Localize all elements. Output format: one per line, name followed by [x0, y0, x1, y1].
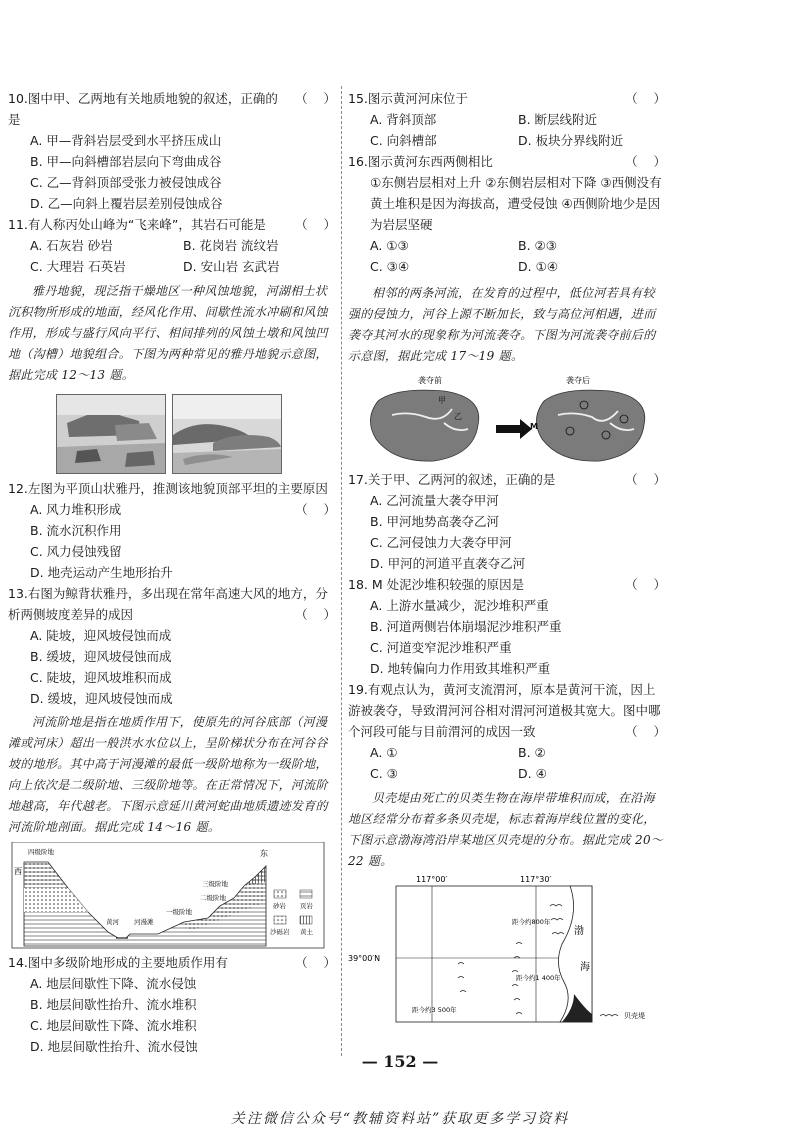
- option-row: [348, 256, 666, 277]
- option-c: C. 向斜槽部: [370, 133, 437, 148]
- legend-shale-swatch: [300, 890, 312, 898]
- question-stem: 14.图中多级阶地形成的主要地质作用有: [8, 955, 228, 970]
- east-label: 东: [260, 849, 268, 858]
- before-terrain: [370, 390, 478, 461]
- question-17: [348, 469, 666, 490]
- option-b: B. ②: [518, 745, 546, 760]
- legend-conglomerate: 沙砾岩: [270, 928, 290, 936]
- question-stem: 10.图中甲、乙两地有关地质地貌的叙述，正确的是: [8, 91, 278, 127]
- after-label: 袭夺后: [566, 376, 590, 385]
- legend-shale: 页岩: [300, 902, 313, 910]
- option-b: B. ②③: [518, 238, 557, 253]
- question-stem: 13.右图为鲸背状雅丹，多出现在常年高速大风的地方，分析两侧坡度差异的成因: [8, 586, 328, 622]
- age-1400-label: 距今约1 400年: [516, 974, 561, 982]
- option-c: C. 河道变窄泥沙堆积严重: [370, 640, 512, 655]
- option-a: A. 石灰岩 砂岩: [30, 238, 113, 253]
- option-b: B. 甲—向斜槽部岩层向下弯曲成谷: [30, 154, 222, 169]
- lon2-label: 117°30′: [520, 875, 552, 884]
- m-label: M: [530, 422, 538, 431]
- option-d: D. 缓坡，迎风坡侵蚀而成: [30, 691, 173, 706]
- option-c: C. 地层间歇性下降、流水堆积: [30, 1018, 197, 1033]
- option-d: D. ①④: [518, 259, 558, 274]
- option-d: D. 板块分界线附近: [518, 133, 624, 148]
- option-d: D. 甲河的河道平直袭夺乙河: [370, 556, 526, 571]
- mesa-yardang-photo: [56, 394, 166, 474]
- option-a: A. 地层间歇性下降、流水侵蚀: [30, 976, 197, 991]
- yardang-photos: [8, 394, 336, 478]
- option-b: B. 河道两侧岩体崩塌泥沙堆积严重: [370, 619, 562, 634]
- question-stem: 11.有人称丙处山峰为“飞来峰”，其岩石可能是: [8, 217, 266, 232]
- question-16: [348, 151, 666, 172]
- option-b: B. 缓坡，迎风坡侵蚀而成: [30, 649, 172, 664]
- option-b: B. 断层线附近: [518, 112, 598, 127]
- west-label: 西: [14, 867, 22, 876]
- legend-sandstone: 砂岩: [273, 902, 286, 910]
- floodplain-label: 河漫滩: [134, 918, 154, 926]
- terrace-profile-svg: [8, 842, 328, 950]
- option-a: A. 乙河流量大袭夺甲河: [370, 493, 499, 508]
- option-b: B. 甲河地势高袭夺乙河: [370, 514, 500, 529]
- question-16-statements: ①东侧岩层相对上升 ②东侧岩层相对下降 ③西侧没有黄土堆积是因为海拔高，遭受侵蚀 ④西侧阶地少是因为岩层坚硬: [370, 175, 662, 232]
- option-c: C. 乙—背斜顶部受张力被侵蚀成谷: [30, 175, 222, 190]
- option-d: D. 地壳运动产生地形抬升: [30, 565, 173, 580]
- question-18: [348, 574, 666, 595]
- legend-sandstone-swatch: [274, 890, 286, 898]
- level1-label: 一级阶地: [166, 908, 192, 916]
- lon1-label: 117°00′: [416, 875, 448, 884]
- option-row: [348, 235, 666, 256]
- sea-label-bo: 渤: [574, 926, 584, 937]
- lat-label: 39°00′N: [348, 954, 381, 963]
- shell-ridge-legend-icon: [600, 1015, 618, 1017]
- sea-label-hai: 海: [580, 962, 590, 973]
- option-d: D. 乙—向斜上覆岩层差别侵蚀成谷: [30, 196, 223, 211]
- question-11: [8, 214, 336, 235]
- footer-note: 关注微信公众号“教辅资料站”获取更多学习资料: [230, 1111, 570, 1127]
- arrow-icon: [496, 419, 532, 439]
- option-d: D. 地层间歇性抬升、流水侵蚀: [30, 1039, 198, 1054]
- option-a: A. ①③: [370, 238, 409, 253]
- option-c: C. ③④: [370, 259, 410, 274]
- question-13: [8, 583, 336, 625]
- answer-paren: （ ）: [625, 724, 666, 739]
- river-label: 黄河: [106, 918, 119, 926]
- shell-ridge-map: [348, 874, 666, 1034]
- page-number: — 152 —: [361, 1052, 439, 1071]
- question-14: [8, 952, 336, 973]
- question-15: [348, 88, 666, 109]
- after-terrain: [536, 390, 644, 461]
- option-d: D. 地转偏向力作用致其堆积严重: [370, 661, 551, 676]
- question-19: [348, 679, 666, 742]
- question-stem: 15.图示黄河河床位于: [348, 91, 468, 106]
- level2-label: 二级阶地: [200, 894, 226, 902]
- question-stem: 19.有观点认为，黄河支流渭河，原本是黄河干流，因上游被袭夺，导致渭河河谷相对渭河河道极其宽大。图中哪个河段可能与目前渭河的成因一致: [348, 682, 661, 739]
- before-label: 袭夺前: [418, 376, 442, 385]
- age-3500-label: 距今约3 500年: [412, 1006, 457, 1014]
- question-stem: 18. M 处泥沙堆积较强的原因是: [348, 577, 525, 592]
- question-10: [8, 88, 336, 130]
- yi-label: 乙: [454, 412, 462, 421]
- legend-conglomerate-swatch: [274, 916, 286, 924]
- river-terrace-profile: [8, 842, 336, 952]
- option-row: [8, 256, 336, 277]
- option-a: A. ①: [370, 745, 398, 760]
- column-divider: [341, 86, 342, 1056]
- option-row: [8, 235, 336, 256]
- option-c: C. ③: [370, 766, 398, 781]
- option-row: [348, 109, 666, 130]
- option-b: B. 地层间歇性抬升、流水堆积: [30, 997, 197, 1012]
- legend-label: 贝壳堤: [624, 1012, 645, 1020]
- answer-paren: （ ）: [295, 502, 336, 517]
- river-capture-svg: [348, 371, 666, 467]
- yardang-passage: 雅丹地貌，现泛指干燥地区一种风蚀地貌，河湖相土状沉积物所形成的地面，经风化作用、间歇性流水冲刷和风蚀作用，形成与盛行风向平行、相间排列的风蚀土墩和风蚀凹地（沟槽）地貌组合。下图为两种常见的雅丹地貌示意图，据此完成 12～13 题。: [8, 284, 328, 382]
- whaleback-yardang-photo: [172, 394, 282, 474]
- river-capture-figure: [348, 371, 666, 469]
- option-c: C. 风力侵蚀残留: [30, 544, 122, 559]
- terrace-passage: 河流阶地是指在地质作用下，使原先的河谷底部（河漫滩或河床）超出一般洪水水位以上，呈阶梯状分布在河谷谷坡的地形。其中高于河漫滩的最低一级阶地称为一级阶地，向上依次是二级阶地、三级阶地等。在正常情况下，河流阶地越高，年代越老。下图示意延川黄河蛇曲地质遗迹发育的河流阶地剖面。据此完成 14～16 题。: [8, 715, 328, 834]
- option-d: D. 安山岩 玄武岩: [183, 259, 280, 274]
- option-b: B. 流水沉积作用: [30, 523, 122, 538]
- option-c: C. 大理岩 石英岩: [30, 259, 126, 274]
- question-stem: 12.左图为平顶山状雅丹，推测该地貌顶部平坦的主要原因: [8, 481, 328, 496]
- option-a: A. 甲—背斜岩层受到水平挤压成山: [30, 133, 222, 148]
- shell-ridge-map-svg: [348, 874, 666, 1032]
- answer-paren: （ ）: [295, 607, 336, 622]
- answer-paren: （ ）: [625, 154, 666, 169]
- option-a: A. 上游水量减少，泥沙堆积严重: [370, 598, 549, 613]
- shell-ridge-passage: 贝壳堤由死亡的贝类生物在海岸带堆积而成，在沿海地区经常分布着多条贝壳堤，标志着海岸线位置的变化，下图示意渤海湾沿岸某地区贝壳堤的分布。据此完成 20～22 题。: [348, 791, 664, 868]
- right-column: [348, 88, 666, 1034]
- option-d: D. ④: [518, 766, 547, 781]
- option-a: A. 风力堆积形成: [30, 502, 122, 517]
- answer-paren: （ ）: [295, 91, 336, 106]
- option-c: C. 乙河侵蚀力大袭夺甲河: [370, 535, 512, 550]
- jia-label: 甲: [438, 396, 446, 405]
- age-800-label: 距今约800年: [512, 918, 551, 926]
- left-column: [8, 88, 336, 1057]
- question-stem: 16.图示黄河东西两侧相比: [348, 154, 493, 169]
- legend-loess: 黄土: [300, 928, 313, 936]
- answer-paren: （ ）: [625, 472, 666, 487]
- option-row: [348, 763, 666, 784]
- legend-loess-swatch: [300, 916, 312, 924]
- option-a: A. 陡坡，迎风坡侵蚀而成: [30, 628, 172, 643]
- option-b: B. 花岗岩 流纹岩: [183, 238, 279, 253]
- option-row: [348, 742, 666, 763]
- answer-paren: （ ）: [295, 955, 336, 970]
- level4-label: 四级阶地: [28, 848, 54, 856]
- answer-paren: （ ）: [625, 577, 666, 592]
- question-stem: 17.关于甲、乙两河的叙述，正确的是: [348, 472, 556, 487]
- river-capture-passage: 相邻的两条河流，在发育的过程中，低位河若具有较强的侵蚀力，河谷上源不断加长，致与高位河相遇，进而袭夺其河水的现象称为河流袭夺。下图为河流袭夺前后的示意图，据此完成 17～19 题。: [348, 286, 656, 363]
- answer-paren: （ ）: [295, 217, 336, 232]
- option-a: A. 背斜顶部: [370, 112, 437, 127]
- option-c: C. 陡坡，迎风坡堆积而成: [30, 670, 172, 685]
- answer-paren: （ ）: [625, 91, 666, 106]
- option-row: [348, 130, 666, 151]
- level3-label: 三级阶地: [202, 880, 228, 888]
